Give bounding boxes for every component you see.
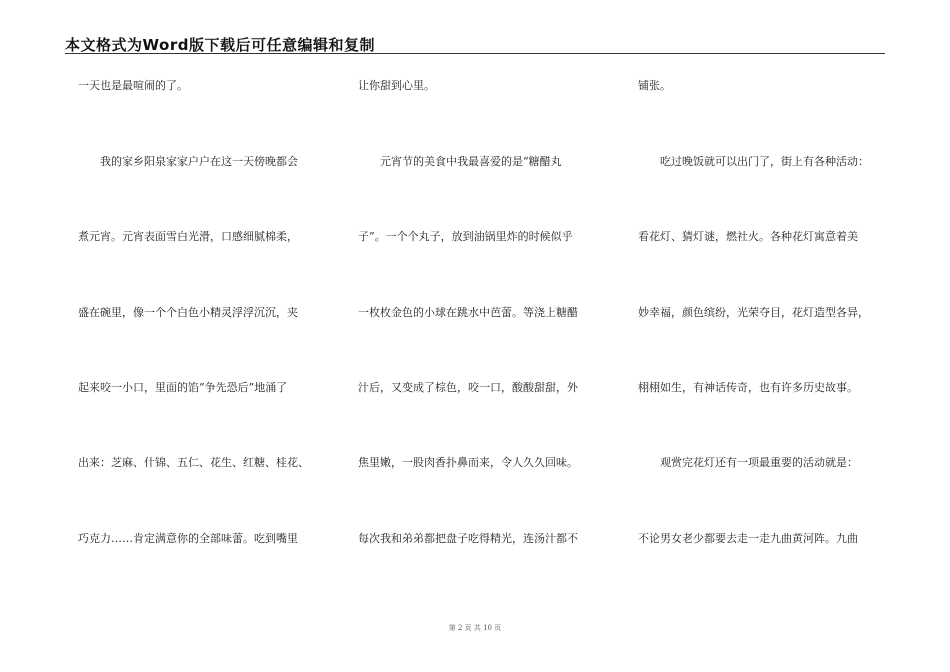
- text-line: 栩栩如生，有神话传奇，也有许多历史故事。: [638, 381, 858, 394]
- text-line: 汁后，又变成了棕色，咬一口，酸酸甜甜，外: [358, 381, 578, 394]
- text-line: 看花灯、猜灯谜，燃社火。各种花灯寓意着美: [638, 230, 858, 243]
- text-line: 不论男女老少都要去走一走九曲黄河阵。九曲: [638, 532, 858, 545]
- text-line: 一天也是最喧闹的了。: [78, 79, 188, 92]
- text-line: 让你甜到心里。: [358, 79, 435, 92]
- text-line: 煮元宵。元宵表面雪白光滑，口感细腻棉柔，: [78, 230, 298, 243]
- document-header-title: 本文格式为Word版下载后可任意编辑和复制: [65, 36, 375, 54]
- header-divider: [65, 53, 885, 54]
- text-line: 我的家乡阳泉家家户户在这一天傍晚都会: [100, 155, 298, 168]
- text-line: 焦里嫩，一股肉香扑鼻而来，令人久久回味。: [358, 456, 578, 469]
- text-line: 巧克力……肯定满意你的全部味蕾。吃到嘴里: [78, 532, 298, 545]
- text-line: 元宵节的美食中我最喜爱的是“糖醋丸: [380, 155, 562, 168]
- text-line: 铺张。: [638, 79, 671, 92]
- text-line: 每次我和弟弟都把盘子吃得精光，连汤汁都不: [358, 532, 578, 545]
- text-line: 盛在碗里，像一个个白色小精灵浮浮沉沉，夹: [78, 306, 298, 319]
- text-line: 妙幸福，颜色缤纷，光荣夺目，花灯造型各异，: [638, 306, 869, 319]
- page-number: 第 2 页 共 10 页: [448, 624, 502, 632]
- text-line: 起来咬一小口，里面的馅“争先恐后”地涌了: [78, 381, 288, 394]
- text-line: 出来：芝麻、什锦、五仁、花生、红糖、桂花、: [78, 456, 309, 469]
- text-line: 一枚枚金色的小球在跳水中芭蕾。等浇上糖醋: [358, 306, 578, 319]
- text-line: 吃过晚饭就可以出门了，街上有各种活动：: [660, 155, 869, 168]
- text-line: 观赏完花灯还有一项最重要的活动就是：: [660, 456, 858, 469]
- text-line: 子”。一个个丸子，放到油锅里炸的时候似乎: [358, 230, 573, 243]
